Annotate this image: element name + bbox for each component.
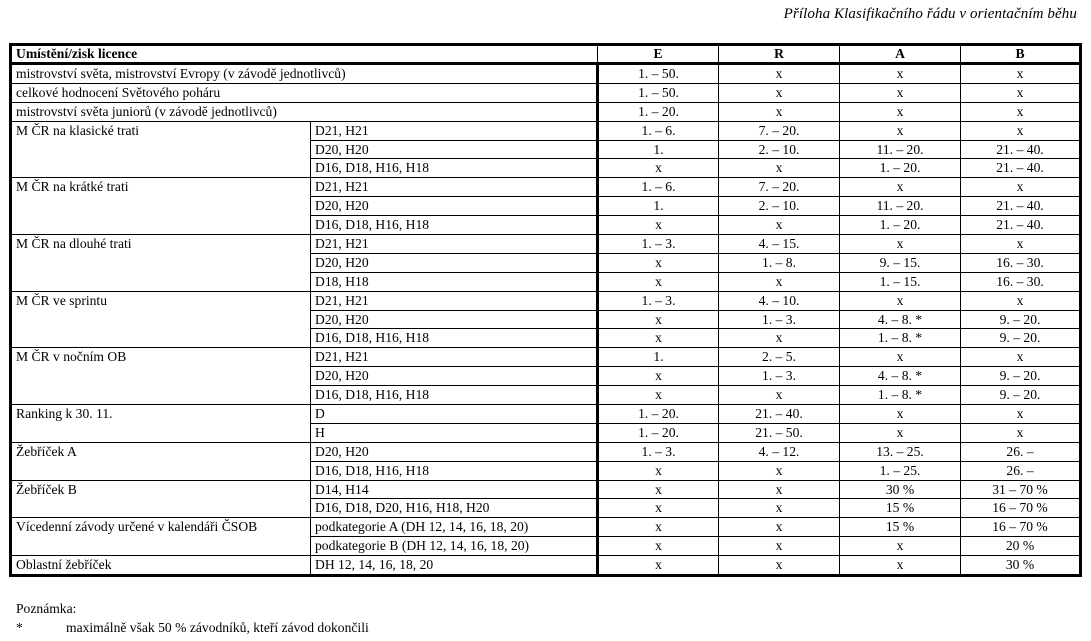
row-category: D16, D18, D20, H16, H18, H20 <box>311 499 598 518</box>
cell-R: x <box>719 480 840 499</box>
cell-E: 1. <box>598 348 719 367</box>
cell-R: 1. – 3. <box>719 310 840 329</box>
cell-B: 20 % <box>961 537 1081 556</box>
cell-E: x <box>598 499 719 518</box>
column-header-E: E <box>598 45 719 64</box>
table-row <box>11 291 1081 310</box>
cell-A: 30 % <box>840 480 961 499</box>
licence-table <box>9 43 1082 577</box>
row-category: D16, D18, H16, H18 <box>311 159 598 178</box>
row-category: podkategorie A (DH 12, 14, 16, 18, 20) <box>311 518 598 537</box>
row-label: M ČR v nočním OB <box>11 348 311 405</box>
row-category: D21, H21 <box>311 235 598 254</box>
cell-B: 9. – 20. <box>961 329 1081 348</box>
cell-B: 26. – <box>961 442 1081 461</box>
cell-E: 1. <box>598 197 719 216</box>
cell-A: 1. – 15. <box>840 272 961 291</box>
cell-R: x <box>719 159 840 178</box>
cell-B: x <box>961 64 1081 84</box>
cell-R: x <box>719 556 840 576</box>
row-label: M ČR na krátké trati <box>11 178 311 235</box>
table-row <box>11 442 1081 461</box>
cell-A: x <box>840 556 961 576</box>
cell-R: 2. – 10. <box>719 197 840 216</box>
cell-E: x <box>598 310 719 329</box>
row-category: D20, H20 <box>311 442 598 461</box>
cell-A: 1. – 25. <box>840 461 961 480</box>
cell-B: x <box>961 405 1081 424</box>
cell-A: 4. – 8. * <box>840 367 961 386</box>
cell-A: 15 % <box>840 499 961 518</box>
cell-R: x <box>719 329 840 348</box>
row-label: Žebříček A <box>11 442 311 480</box>
cell-B: 16. – 30. <box>961 253 1081 272</box>
column-header-R: R <box>719 45 840 64</box>
table-body <box>11 64 1081 576</box>
cell-R: 4. – 10. <box>719 291 840 310</box>
cell-B: 16 – 70 % <box>961 499 1081 518</box>
cell-E: x <box>598 537 719 556</box>
cell-A: x <box>840 235 961 254</box>
table-row <box>11 102 1081 121</box>
cell-B: x <box>961 121 1081 140</box>
cell-R: x <box>719 461 840 480</box>
cell-B: 30 % <box>961 556 1081 576</box>
cell-R: x <box>719 272 840 291</box>
cell-B: 21. – 40. <box>961 216 1081 235</box>
footnote-marker: * <box>16 620 23 635</box>
cell-A: 1. – 20. <box>840 159 961 178</box>
cell-R: x <box>719 537 840 556</box>
row-category: D21, H21 <box>311 178 598 197</box>
cell-A: x <box>840 537 961 556</box>
cell-B: 31 – 70 % <box>961 480 1081 499</box>
cell-R: x <box>719 102 840 121</box>
cell-A: x <box>840 178 961 197</box>
cell-A: x <box>840 423 961 442</box>
cell-A: x <box>840 121 961 140</box>
cell-R: 4. – 15. <box>719 235 840 254</box>
cell-A: x <box>840 102 961 121</box>
cell-R: x <box>719 216 840 235</box>
cell-E: 1. – 3. <box>598 291 719 310</box>
cell-B: x <box>961 102 1081 121</box>
footnote-heading: Poznámka: <box>16 601 77 616</box>
cell-A: 15 % <box>840 518 961 537</box>
cell-E: x <box>598 480 719 499</box>
row-category: D16, D18, H16, H18 <box>311 329 598 348</box>
footnote-line <box>16 618 369 637</box>
cell-R: 1. – 3. <box>719 367 840 386</box>
cell-R: x <box>719 386 840 405</box>
cell-B: 16. – 30. <box>961 272 1081 291</box>
cell-E: 1. – 50. <box>598 83 719 102</box>
row-category: D16, D18, H16, H18 <box>311 386 598 405</box>
cell-E: 1. – 3. <box>598 442 719 461</box>
row-category: D18, H18 <box>311 272 598 291</box>
cell-A: 13. – 25. <box>840 442 961 461</box>
cell-R: x <box>719 83 840 102</box>
cell-E: 1. <box>598 140 719 159</box>
column-header-B: B <box>961 45 1081 64</box>
cell-B: x <box>961 423 1081 442</box>
footnote-text: maximálně však 50 % závodníků, kteří závod dokončili <box>66 620 369 635</box>
row-category: D <box>311 405 598 424</box>
cell-B: 21. – 40. <box>961 197 1081 216</box>
table-row <box>11 178 1081 197</box>
table-row <box>11 518 1081 537</box>
cell-R: 1. – 8. <box>719 253 840 272</box>
table-header-row <box>11 45 1081 64</box>
cell-E: x <box>598 461 719 480</box>
row-category: D14, H14 <box>311 480 598 499</box>
cell-A: 11. – 20. <box>840 140 961 159</box>
cell-B: 9. – 20. <box>961 310 1081 329</box>
table-row <box>11 235 1081 254</box>
cell-E: 1. – 20. <box>598 405 719 424</box>
row-category: podkategorie B (DH 12, 14, 16, 18, 20) <box>311 537 598 556</box>
cell-R: x <box>719 499 840 518</box>
cell-R: 21. – 50. <box>719 423 840 442</box>
row-label: celkové hodnocení Světového poháru <box>11 83 598 102</box>
table-row <box>11 121 1081 140</box>
row-label: Ranking k 30. 11. <box>11 405 311 443</box>
cell-E: 1. – 50. <box>598 64 719 84</box>
cell-R: 21. – 40. <box>719 405 840 424</box>
row-label: M ČR ve sprintu <box>11 291 311 348</box>
row-label: Vícedenní závody určené v kalendáři ČSOB <box>11 518 311 556</box>
cell-R: x <box>719 64 840 84</box>
cell-B: x <box>961 83 1081 102</box>
table-row <box>11 405 1081 424</box>
table-row <box>11 556 1081 576</box>
cell-B: 21. – 40. <box>961 159 1081 178</box>
cell-E: 1. – 6. <box>598 121 719 140</box>
cell-A: 1. – 8. * <box>840 386 961 405</box>
cell-E: 1. – 20. <box>598 423 719 442</box>
cell-A: 1. – 8. * <box>840 329 961 348</box>
row-category: D20, H20 <box>311 367 598 386</box>
row-category: D20, H20 <box>311 310 598 329</box>
page-header-title: Příloha Klasifikačního řádu v orientačním běhu <box>783 6 1077 22</box>
cell-E: x <box>598 216 719 235</box>
cell-E: x <box>598 556 719 576</box>
cell-A: 1. – 20. <box>840 216 961 235</box>
cell-B: 26. – <box>961 461 1081 480</box>
row-label: mistrovství světa juniorů (v závodě jednotlivců) <box>11 102 598 121</box>
cell-B: 9. – 20. <box>961 386 1081 405</box>
row-label: M ČR na dlouhé trati <box>11 235 311 292</box>
cell-E: x <box>598 329 719 348</box>
cell-A: x <box>840 348 961 367</box>
cell-E: x <box>598 367 719 386</box>
cell-R: 7. – 20. <box>719 121 840 140</box>
cell-R: 4. – 12. <box>719 442 840 461</box>
cell-B: 21. – 40. <box>961 140 1081 159</box>
cell-A: 11. – 20. <box>840 197 961 216</box>
cell-E: x <box>598 272 719 291</box>
row-category: D20, H20 <box>311 197 598 216</box>
cell-E: x <box>598 159 719 178</box>
row-label: M ČR na klasické trati <box>11 121 311 178</box>
cell-A: 9. – 15. <box>840 253 961 272</box>
cell-R: 2. – 5. <box>719 348 840 367</box>
cell-B: 16 – 70 % <box>961 518 1081 537</box>
cell-A: 4. – 8. * <box>840 310 961 329</box>
cell-R: 2. – 10. <box>719 140 840 159</box>
row-label: Oblastní žebříček <box>11 556 311 576</box>
cell-E: 1. – 3. <box>598 235 719 254</box>
cell-R: 7. – 20. <box>719 178 840 197</box>
cell-E: x <box>598 386 719 405</box>
cell-R: x <box>719 518 840 537</box>
row-category: D16, D18, H16, H18 <box>311 461 598 480</box>
row-category: DH 12, 14, 16, 18, 20 <box>311 556 598 576</box>
cell-A: x <box>840 64 961 84</box>
cell-B: x <box>961 178 1081 197</box>
row-category: D20, H20 <box>311 253 598 272</box>
row-category: D21, H21 <box>311 121 598 140</box>
cell-A: x <box>840 291 961 310</box>
cell-B: x <box>961 291 1081 310</box>
cell-E: x <box>598 518 719 537</box>
row-category: D20, H20 <box>311 140 598 159</box>
cell-B: x <box>961 348 1081 367</box>
row-category: D21, H21 <box>311 291 598 310</box>
row-category: H <box>311 423 598 442</box>
table-row <box>11 348 1081 367</box>
column-header-placement: Umístění/zisk licence <box>11 45 598 64</box>
table-row <box>11 64 1081 84</box>
cell-E: 1. – 20. <box>598 102 719 121</box>
cell-B: 9. – 20. <box>961 367 1081 386</box>
row-category: D16, D18, H16, H18 <box>311 216 598 235</box>
column-header-A: A <box>840 45 961 64</box>
table-row <box>11 480 1081 499</box>
cell-E: 1. – 6. <box>598 178 719 197</box>
table-row <box>11 83 1081 102</box>
row-label: Žebříček B <box>11 480 311 518</box>
cell-B: x <box>961 235 1081 254</box>
row-label: mistrovství světa, mistrovství Evropy (v závodě jednotlivců) <box>11 64 598 84</box>
cell-A: x <box>840 405 961 424</box>
cell-E: x <box>598 253 719 272</box>
cell-A: x <box>840 83 961 102</box>
row-category: D21, H21 <box>311 348 598 367</box>
footnote <box>16 599 369 637</box>
